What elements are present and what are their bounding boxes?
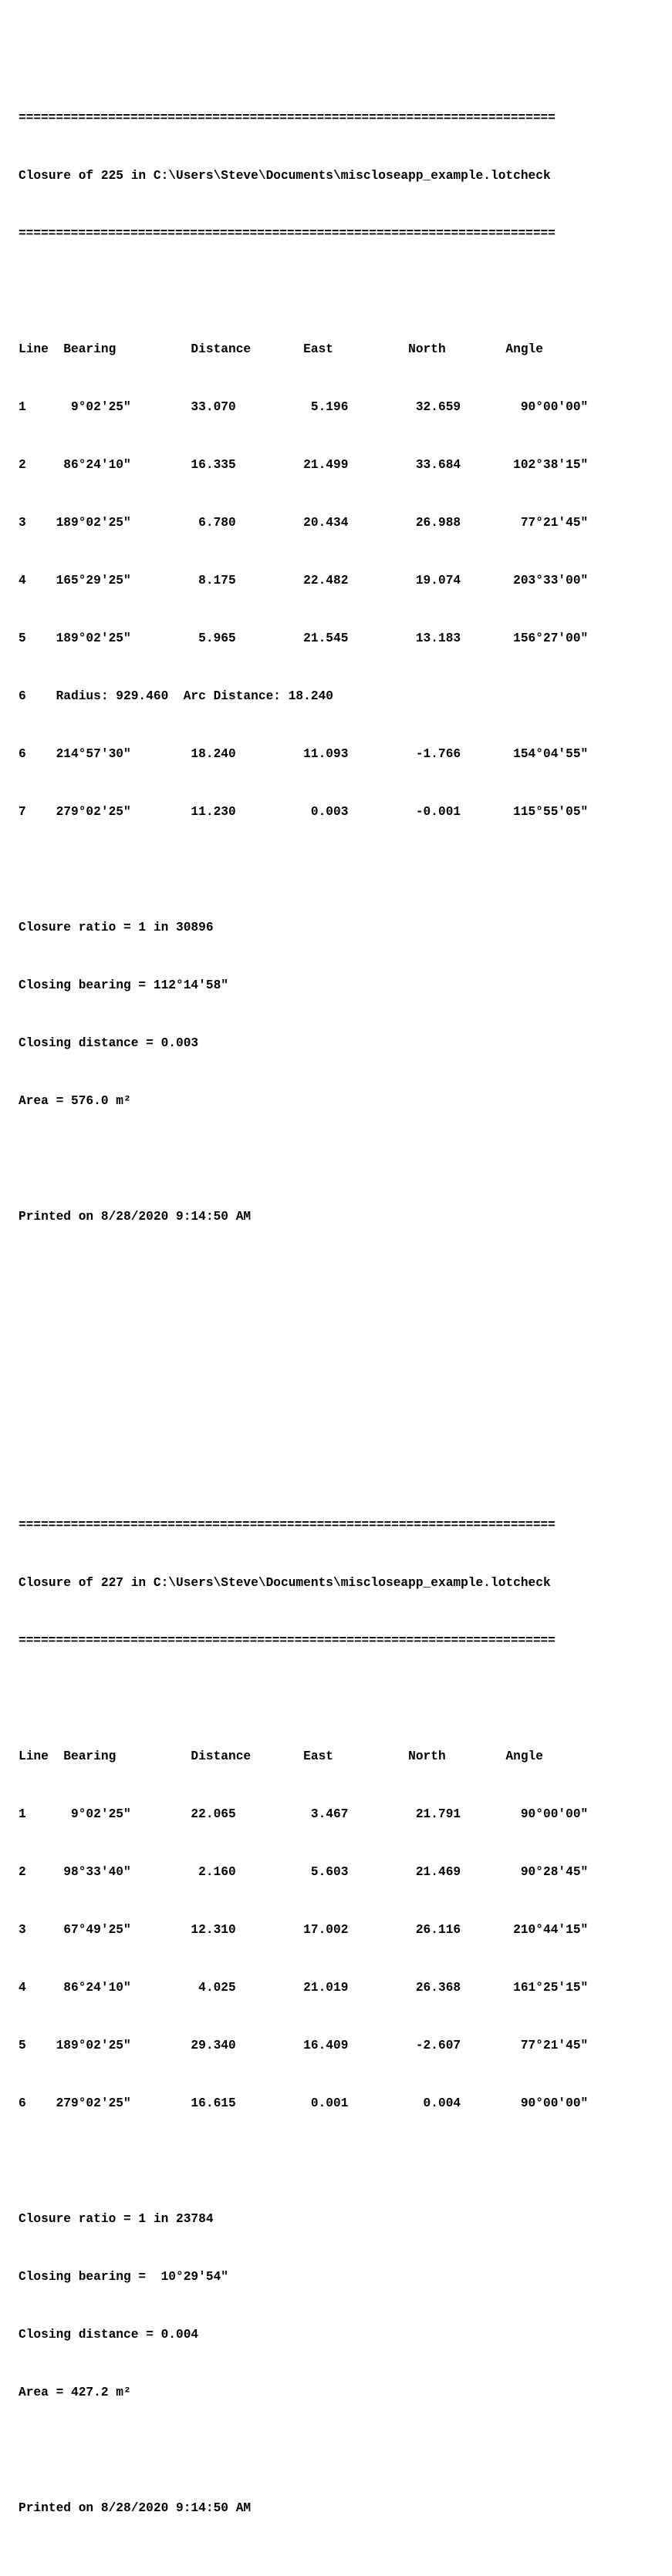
closing-distance: Closing distance = 0.004	[19, 2328, 199, 2342]
table-row: 5 189°02'25" 5.965 21.545 13.183 156°27'00"	[19, 631, 589, 645]
table-row: 7 279°02'25" 11.230 0.003 -0.001 115°55'05"	[19, 805, 589, 819]
table-row: 4 165°29'25" 8.175 22.482 19.074 203°33'00"	[19, 574, 589, 588]
table-header: Line Bearing Distance East North Angle	[19, 342, 543, 356]
closure-section-225	[19, 70, 588, 1265]
separator-line: ========================================================================	[19, 227, 555, 241]
printed-timestamp: Printed on 8/28/2020 9:14:50 AM	[19, 1210, 252, 1224]
closing-bearing: Closing bearing = 10°29'54"	[19, 2270, 228, 2284]
table-row: 6 279°02'25" 16.615 0.001 0.004 90°00'00"	[19, 2096, 589, 2110]
blank-line	[19, 2152, 588, 2171]
area: Area = 427.2 m²	[19, 2386, 131, 2399]
table-row: 1 9°02'25" 33.070 5.196 32.659 90°00'00"	[19, 400, 589, 414]
blank-line	[19, 1381, 588, 1400]
closure-report	[19, 12, 588, 2576]
closing-distance: Closing distance = 0.003	[19, 1036, 199, 1050]
blank-line	[19, 1150, 588, 1169]
table-header: Line Bearing Distance East North Angle	[19, 1749, 543, 1763]
closure-ratio: Closure ratio = 1 in 23784	[19, 2212, 214, 2226]
table-row: 1 9°02'25" 22.065 3.467 21.791 90°00'00"	[19, 1807, 589, 1821]
blank-line	[19, 282, 588, 301]
table-row-arc: 6 Radius: 929.460 Arc Distance: 18.240	[19, 689, 333, 703]
separator-line: ========================================================================	[19, 1634, 555, 1648]
table-row: 4 86°24'10" 4.025 21.019 26.368 161°25'15"	[19, 1981, 589, 1995]
closure-section-227	[19, 1477, 588, 2557]
separator-line: ========================================================================	[19, 1518, 555, 1532]
separator-line: ========================================================================	[19, 111, 555, 125]
closure-ratio: Closure ratio = 1 in 30896	[19, 921, 214, 934]
closing-bearing: Closing bearing = 112°14'58"	[19, 978, 228, 992]
table-row: 2 98°33'40" 2.160 5.603 21.469 90°28'45"	[19, 1865, 589, 1879]
blank-line	[19, 1689, 588, 1709]
table-row: 2 86°24'10" 16.335 21.499 33.684 102°38'15"	[19, 458, 589, 472]
printed-timestamp: Printed on 8/28/2020 9:14:50 AM	[19, 2501, 252, 2515]
table-row: 5 189°02'25" 29.340 16.409 -2.607 77°21'45"	[19, 2039, 589, 2052]
area: Area = 576.0 m²	[19, 1094, 131, 1108]
table-row: 3 189°02'25" 6.780 20.434 26.988 77°21'45"	[19, 516, 589, 530]
table-row: 6 214°57'30" 18.240 11.093 -1.766 154°04'55"	[19, 747, 589, 761]
blank-line	[19, 860, 588, 880]
blank-line	[19, 2441, 588, 2460]
blank-line	[19, 1323, 588, 1342]
closure-title: Closure of 225 in C:\Users\Steve\Documents\miscloseapp_example.lotcheck	[19, 169, 551, 183]
table-row: 3 67°49'25" 12.310 17.002 26.116 210°44'15"	[19, 1923, 589, 1937]
closure-title: Closure of 227 in C:\Users\Steve\Documents\miscloseapp_example.lotcheck	[19, 1576, 551, 1590]
